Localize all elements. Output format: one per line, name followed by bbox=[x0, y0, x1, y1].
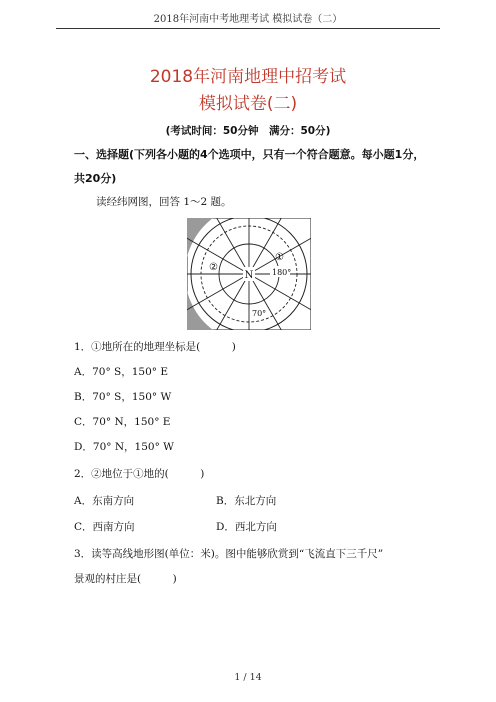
latitude-longitude-figure bbox=[187, 218, 311, 334]
question-2-option-b[interactable]: B．东北方向 bbox=[216, 495, 277, 507]
point-2-marker: ② bbox=[209, 262, 218, 273]
question-1-stem: 1．①地所在的地理坐标是( ) bbox=[74, 341, 236, 353]
question-3-stem-line1: 3．读等高线地形图(单位：米)。图中能够欣赏到“飞流直下三千尺” bbox=[74, 548, 384, 560]
question-intro: 读经纬网图，回答 1～2 题。 bbox=[96, 196, 232, 208]
meridian-label: 180° bbox=[272, 268, 292, 277]
question-1-option-d[interactable]: D．70° N，150° W bbox=[74, 441, 174, 453]
polar-grid-diagram bbox=[187, 218, 311, 330]
question-3-stem-line2: 景观的村庄是( ) bbox=[74, 573, 177, 585]
point-1-marker: ① bbox=[275, 252, 284, 263]
page-number: 1 / 14 bbox=[234, 672, 262, 683]
question-1-option-c[interactable]: C．70° N，150° E bbox=[74, 416, 171, 428]
exam-subtitle: 模拟试卷(二) bbox=[198, 94, 298, 114]
page-header: 2018年河南中考地理考试 模拟试卷（二） bbox=[153, 14, 343, 25]
section-heading: 一、选择题(下列各小题的4个选项中，只有一个符合题意。每小题1分，共20分) bbox=[74, 148, 425, 185]
parallel-label: 70° bbox=[252, 309, 267, 318]
exam-info: (考试时间：50分钟 满分：50分) bbox=[165, 125, 331, 137]
question-1-option-b[interactable]: B．70° S，150° W bbox=[74, 391, 172, 403]
question-2-option-a[interactable]: A．东南方向 bbox=[74, 495, 135, 507]
pole-label: N bbox=[244, 270, 254, 281]
question-2-stem: 2．②地位于①地的( ) bbox=[74, 468, 205, 480]
exam-title: 2018年河南地理中招考试 bbox=[149, 67, 347, 87]
header-divider bbox=[56, 28, 440, 29]
question-2-option-c[interactable]: C．西南方向 bbox=[74, 521, 135, 533]
question-1-option-a[interactable]: A．70° S，150° E bbox=[74, 366, 169, 378]
question-2-option-d[interactable]: D．西北方向 bbox=[216, 521, 277, 533]
